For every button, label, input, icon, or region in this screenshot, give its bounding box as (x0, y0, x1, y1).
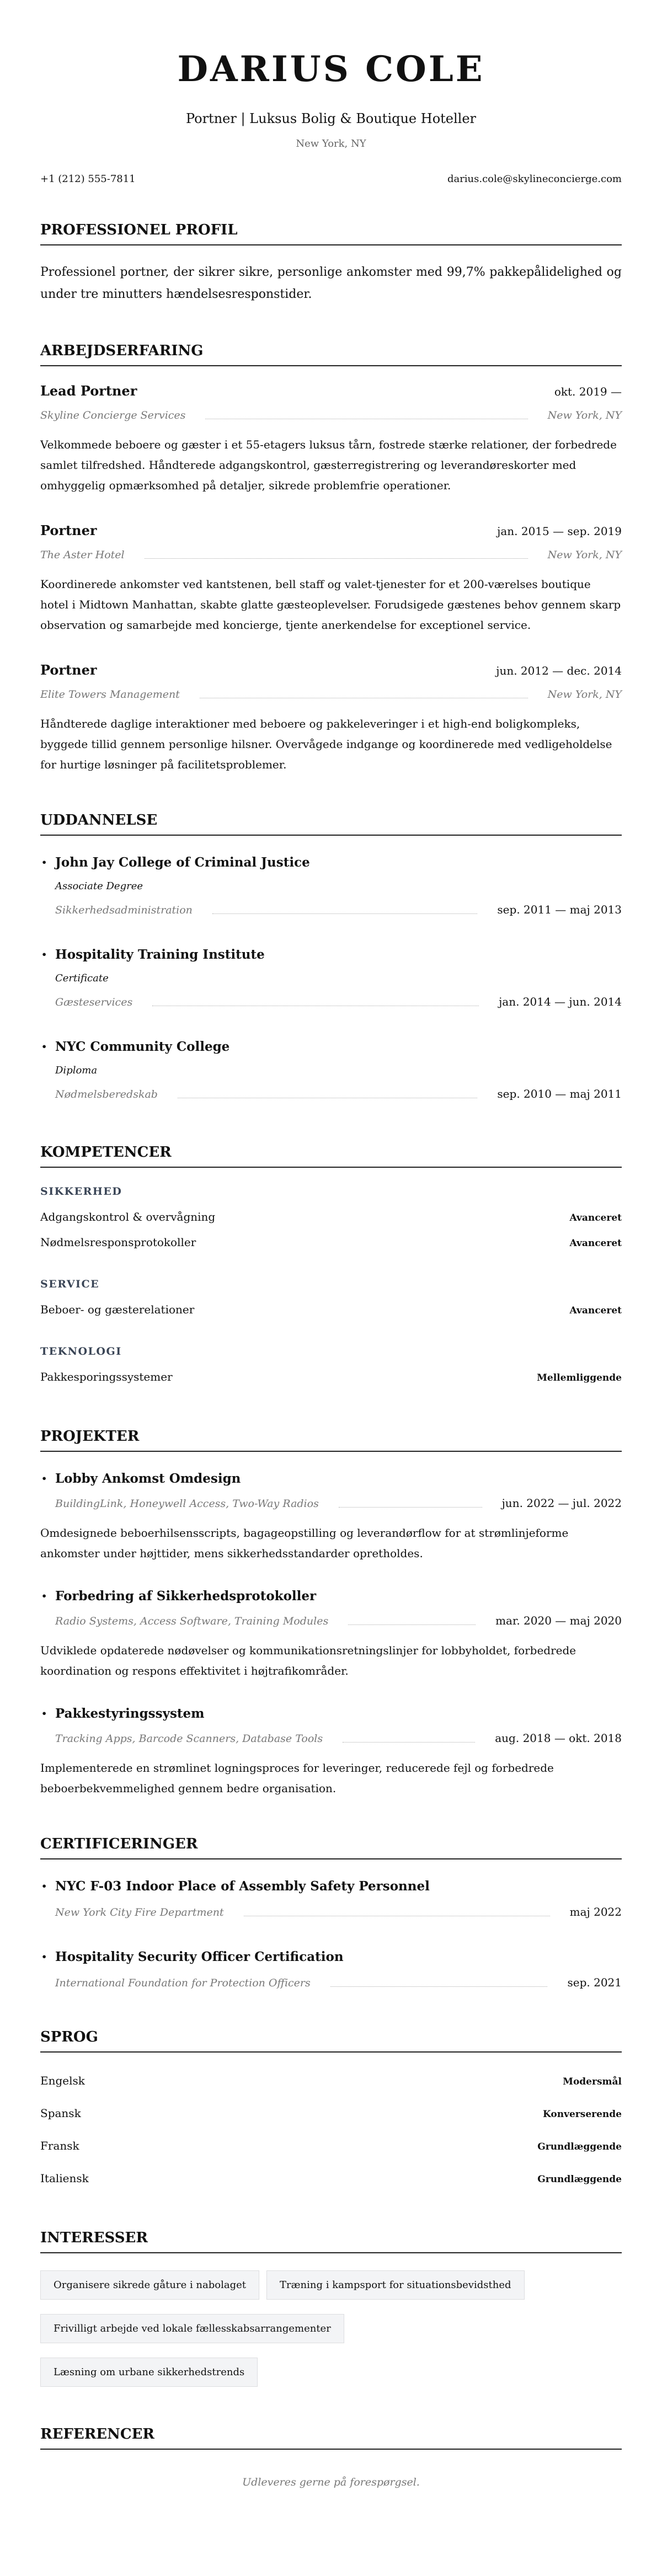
language-level: Grundlæggende (537, 2141, 622, 2152)
language-row (40, 2072, 622, 2090)
education-entry (40, 1039, 622, 1102)
interest-tag: Træning i kampsport for situationsbevidsthed (266, 2270, 524, 2300)
skill-level: Avanceret (569, 1212, 622, 1223)
bullet-icon: • (41, 857, 47, 868)
language-row (40, 2137, 622, 2155)
project-name (40, 1588, 622, 1605)
job-company-row (40, 547, 622, 563)
degree: Certificate (55, 972, 109, 984)
job-description: Velkommede beboere og gæster i et 55-etagers luksus tårn, fostrede stærke relationer, der forbedrede samlet tilfredshed. Håndterede adgangskontrol, gæsterregistrering og leverandøreskorter med omhyggelig opmærksomhed på detaljer, sikrede problemfrie operationer. (40, 438, 617, 492)
project-entry (40, 1471, 622, 1564)
skills-section (40, 1143, 622, 1386)
skill-name: Beboer- og gæsterelationer (40, 1303, 195, 1316)
job-entry (40, 522, 622, 635)
experience-section (40, 342, 622, 775)
skill-level: Avanceret (569, 1238, 622, 1249)
section-heading: INTERESSER (40, 2229, 622, 2253)
job-description: Koordinerede ankomster ved kantstenen, bell staff og valet-tjenester for et 200-værelses boutique hotel i Midtown Manhattan, skabte glatte gæsteoplevelser. Forudsigede gæstenes behov gennem skarp observation og samarbejde med koncierge, tjente anerkendelse for exceptionel service. (40, 578, 621, 632)
language-level: Modersmål (563, 2076, 622, 2087)
education-dates: sep. 2010 — maj 2011 (497, 1087, 622, 1100)
job-entry (40, 383, 622, 496)
project-description: Omdesignede beboerhilsensscripts, bagageopstilling og leverandørflow for at strømlinjeforme ankomster under højttider, mens sikkerhedsstandarder opretholdes. (40, 1526, 569, 1560)
project-entry (40, 1706, 622, 1799)
language-row (40, 2105, 622, 2123)
skill-level: Avanceret (569, 1305, 622, 1316)
interest-tag: Organisere sikrede gåture i nabolaget (40, 2270, 259, 2300)
education-field-row (40, 993, 622, 1010)
section-heading: PROJEKTER (40, 1428, 622, 1452)
skill-level: Mellemliggende (537, 1372, 622, 1383)
field-of-study: Gæsteservices (55, 996, 133, 1008)
certification-date: sep. 2021 (567, 1976, 622, 1989)
language-name: Engelsk (40, 2074, 85, 2087)
project-tech: Tracking Apps, Barcode Scanners, Database Tools (55, 1733, 323, 1745)
skill-row (40, 1234, 622, 1252)
section-heading: REFERENCER (40, 2425, 622, 2450)
bullet-icon: • (41, 1473, 47, 1484)
bullet-icon: • (41, 1708, 47, 1719)
certification-name (40, 1878, 622, 1895)
school-name (40, 947, 622, 963)
project-meta-row (40, 1495, 622, 1511)
bullet-icon: • (41, 1041, 47, 1052)
dotted-leader (330, 1986, 548, 1987)
job-title: Portner | Luksus Bolig & Boutique Hoteller (185, 111, 477, 126)
project-entry (40, 1588, 622, 1681)
language-name: Spansk (40, 2107, 81, 2120)
job-dates: jun. 2012 — dec. 2014 (496, 664, 622, 677)
section-heading: UDDANNELSE (40, 811, 622, 836)
section-heading: CERTIFICERINGER (40, 1835, 622, 1859)
email[interactable]: darius.cole@skylineconcierge.com (447, 173, 622, 185)
school-name (40, 854, 622, 871)
certifications-section (40, 1835, 622, 1991)
dotted-leader (343, 1742, 475, 1743)
project-dates: jun. 2022 — jul. 2022 (501, 1497, 622, 1510)
project-meta-row (40, 1730, 622, 1746)
job-entry (40, 662, 622, 775)
skill-category: SERVICE (40, 1278, 100, 1290)
job-title: Lead Portner (40, 383, 137, 399)
education-entry (40, 947, 622, 1010)
bullet-icon: • (41, 1881, 47, 1891)
skill-row (40, 1301, 622, 1319)
job-description: Håndterede daglige interaktioner med beboere og pakkeleveringer i et high-end boligkompleks, byggede tillid gennem personlige hilsner. Overvågede indgange og koordinerede med vedligeholdelse for hurtige løsninger på facilitetsproblemer. (40, 717, 612, 771)
dotted-leader (212, 913, 478, 914)
job-title: Portner (40, 522, 97, 538)
resume-header (40, 49, 622, 186)
bullet-icon: • (41, 1952, 47, 1962)
interest-tag: Læsning om urbane sikkerhedstrends (40, 2358, 258, 2387)
phone[interactable]: +1 (212) 555-7811 (40, 173, 136, 185)
project-tech: Radio Systems, Access Software, Training Modules (55, 1615, 329, 1627)
job-dates: jan. 2015 — sep. 2019 (497, 525, 622, 538)
project-meta-row (40, 1612, 622, 1629)
certification-entry (40, 1878, 622, 1920)
certification-name-text: NYC F-03 Indoor Place of Assembly Safety Personnel (55, 1879, 430, 1894)
school-name-text: Hospitality Training Institute (55, 947, 265, 962)
section-heading: ARBEJDSERFARING (40, 342, 622, 366)
section-heading: SPROG (40, 2028, 622, 2053)
degree: Associate Degree (55, 880, 143, 892)
bullet-icon: • (41, 1591, 47, 1601)
education-dates: sep. 2011 — maj 2013 (497, 903, 622, 916)
profile-text: Professionel portner, der sikrer sikre, personlige ankomster med 99,7% pakkepålidelighed og under tre minutters hændelsesresponstider. (40, 265, 622, 301)
interests-section (40, 2229, 622, 2387)
certification-name-text: Hospitality Security Officer Certification (55, 1949, 344, 1964)
education-section (40, 811, 622, 1102)
skill-name: Pakkesporingssystemer (40, 1370, 173, 1383)
school-name-text: NYC Community College (55, 1039, 230, 1054)
certification-issuer: International Foundation for Protection Officers (55, 1977, 311, 1989)
language-level: Konverserende (543, 2109, 622, 2120)
language-level: Grundlæggende (537, 2174, 622, 2185)
section-heading: KOMPETENCER (40, 1143, 622, 1168)
job-company-row (40, 408, 622, 423)
education-field-row (40, 901, 622, 918)
project-dates: mar. 2020 — maj 2020 (495, 1614, 622, 1627)
job-dates: okt. 2019 — (554, 385, 622, 398)
skill-name: Adgangskontrol & overvågning (40, 1210, 216, 1223)
project-name-text: Forbedring af Sikkerhedsprotokoller (55, 1589, 317, 1604)
references-section (40, 2425, 622, 2490)
school-name (40, 1039, 622, 1055)
project-name-text: Pakkestyringssystem (55, 1706, 205, 1721)
project-description: Udviklede opdaterede nødøvelser og kommunikationsretningslinjer for lobbyholdet, forbedrede koordination og respons effektivitet i højtrafikområder. (40, 1644, 576, 1677)
education-field-row (40, 1086, 622, 1102)
languages-section (40, 2028, 622, 2188)
job-title-row (40, 662, 622, 679)
certification-meta-row (40, 1974, 622, 1991)
skill-name: Nødmelsresponsprotokoller (40, 1236, 196, 1249)
interest-tag: Frivilligt arbejde ved lokale fællesskabsarrangementer (40, 2314, 344, 2343)
field-of-study: Sikkerhedsadministration (55, 904, 193, 916)
dotted-leader (339, 1507, 482, 1508)
job-company-row (40, 687, 622, 702)
school-name-text: John Jay College of Criminal Justice (55, 855, 310, 870)
project-name (40, 1471, 622, 1487)
project-dates: aug. 2018 — okt. 2018 (495, 1731, 622, 1745)
project-name (40, 1706, 622, 1722)
bullet-icon: • (41, 949, 47, 960)
dotted-leader (348, 1624, 476, 1625)
skill-category: SIKKERHED (40, 1185, 122, 1198)
certification-entry (40, 1949, 622, 1991)
certification-date: maj 2022 (569, 1905, 622, 1918)
education-entry (40, 854, 622, 918)
skill-row (40, 1209, 622, 1226)
dotted-leader (145, 558, 528, 559)
job-title-row (40, 522, 622, 539)
company-name: Skyline Concierge Services (40, 409, 186, 421)
language-row (40, 2170, 622, 2188)
certification-issuer: New York City Fire Department (55, 1906, 224, 1918)
language-name: Italiensk (40, 2172, 89, 2185)
job-location: New York, NY (547, 688, 622, 701)
company-name: Elite Towers Management (40, 688, 180, 701)
certification-name (40, 1949, 622, 1965)
skill-category: TEKNOLOGI (40, 1345, 122, 1358)
location: New York, NY (296, 138, 366, 149)
field-of-study: Nødmelsberedskab (55, 1088, 158, 1100)
skill-row (40, 1369, 622, 1386)
projects-section (40, 1428, 622, 1799)
project-tech: BuildingLink, Honeywell Access, Two-Way Radios (55, 1498, 319, 1510)
company-name: The Aster Hotel (40, 549, 125, 561)
degree: Diploma (55, 1065, 98, 1076)
project-description: Implementerede en strømlinet logningsproces for leveringer, reducerede fejl og forbedrede beboerbekvemmelighed gennem bedre organisation. (40, 1761, 554, 1795)
project-name-text: Lobby Ankomst Omdesign (55, 1471, 241, 1486)
job-location: New York, NY (547, 549, 622, 561)
job-title-row (40, 383, 622, 400)
certification-meta-row (40, 1904, 622, 1920)
candidate-name: DARIUS COLE (177, 49, 485, 90)
job-title: Portner (40, 662, 97, 678)
references-text: Udleveres gerne på forespørgsel. (242, 2476, 420, 2488)
education-dates: jan. 2014 — jun. 2014 (499, 995, 622, 1008)
job-location: New York, NY (547, 409, 622, 421)
section-heading: PROFESSIONEL PROFIL (40, 221, 622, 245)
language-name: Fransk (40, 2139, 79, 2152)
profile-section (40, 221, 622, 306)
contact-row (40, 172, 622, 186)
